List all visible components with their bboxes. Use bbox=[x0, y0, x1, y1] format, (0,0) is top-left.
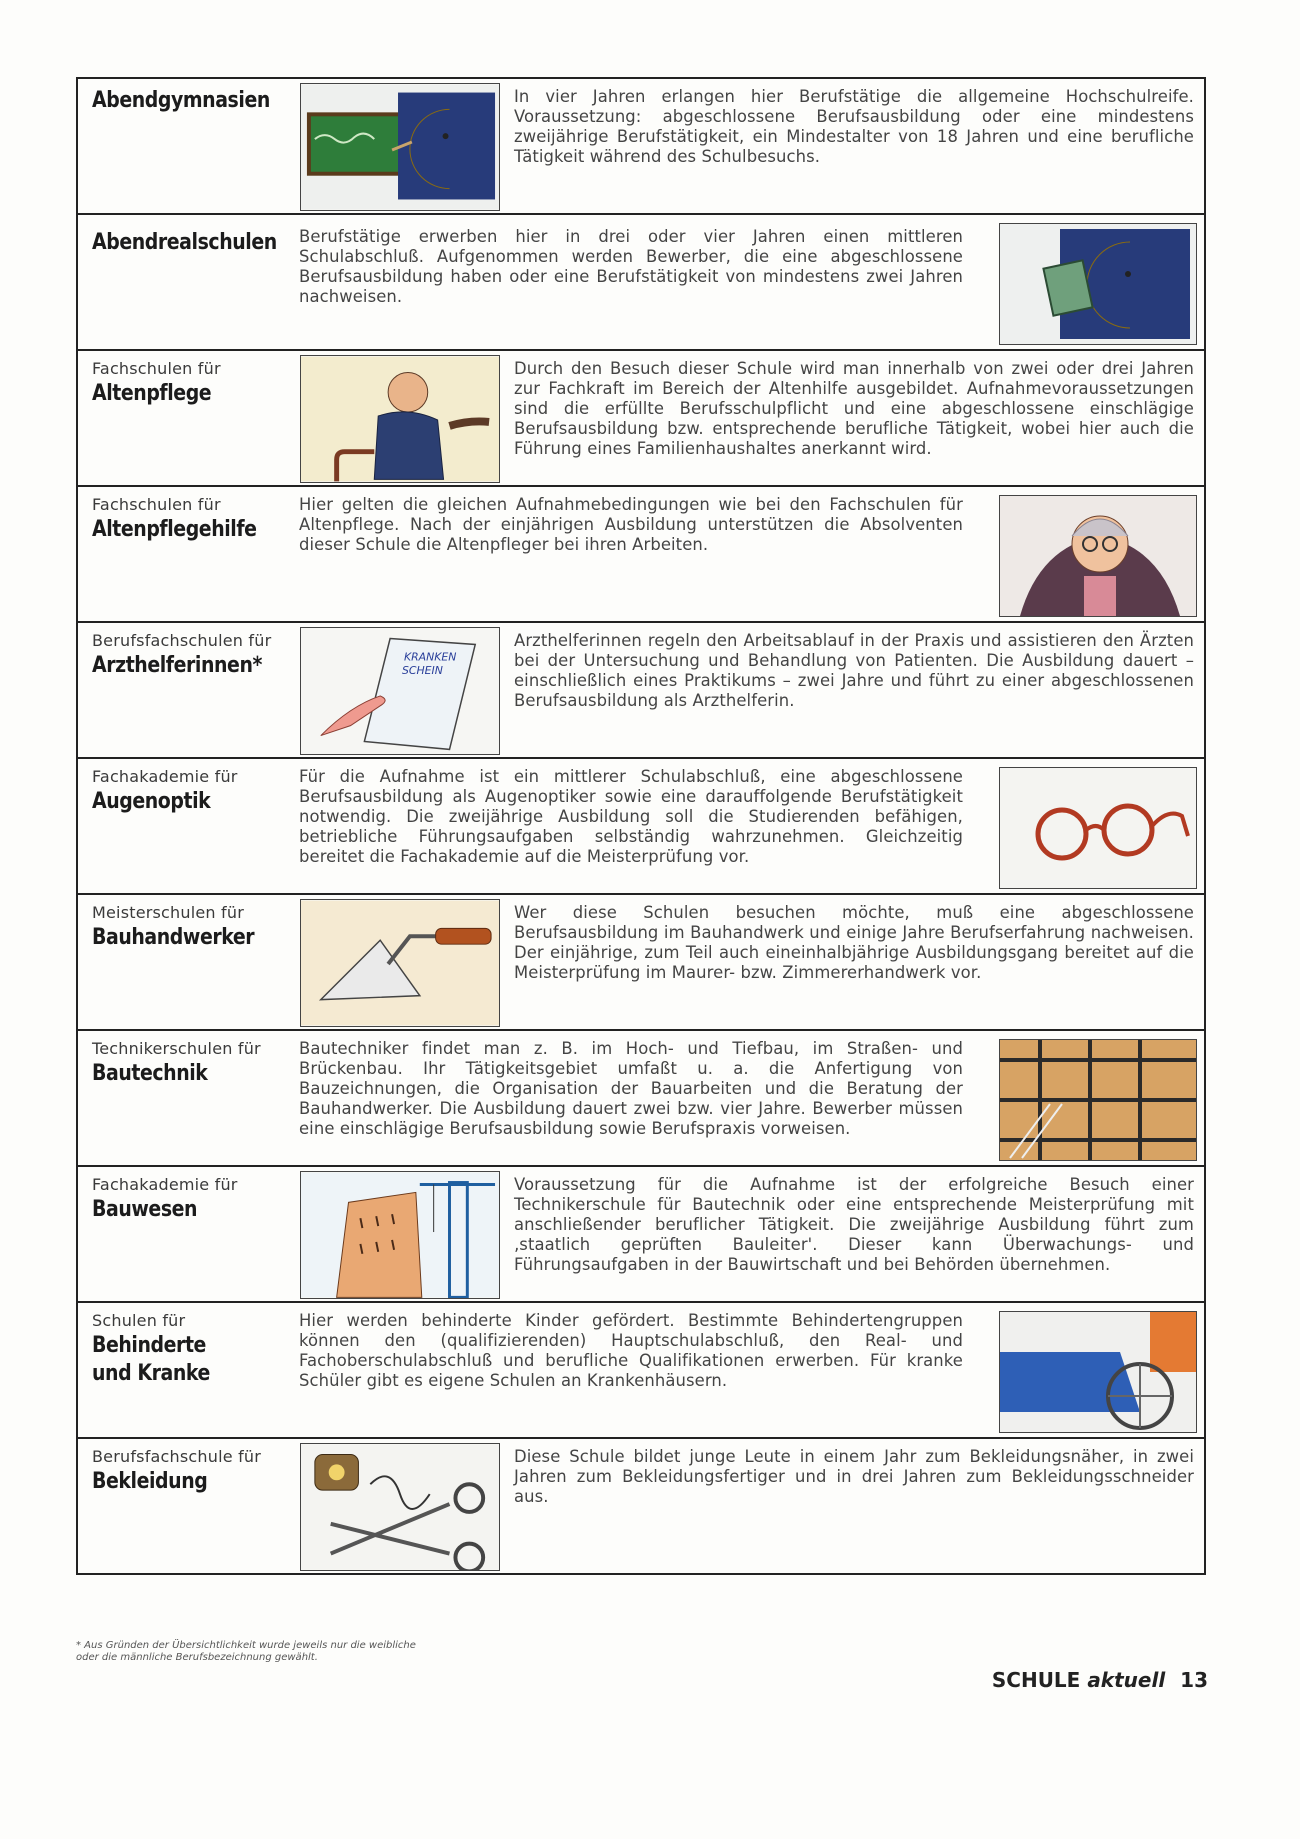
school-types-table bbox=[76, 77, 1206, 1575]
row-title: Augenoptik bbox=[92, 789, 211, 814]
row-title-line-2: und Kranke bbox=[92, 1361, 210, 1386]
footnote bbox=[76, 1640, 576, 1664]
row-description: Arzthelferinnen regeln den Arbeitsablauf in der Praxis und assistieren den Ärzten bei der Untersuchung und Behandlung von Patienten. Die Ausbildung dauert – einschließlich eines Praktikums – zwei Jahre und führt zu einer abgeschlossenen Berufsausbildung als Arzthelferin. bbox=[514, 631, 1194, 710]
page-footer bbox=[992, 1668, 1208, 1692]
row-description: Voraussetzung für die Aufnahme ist der erfolgreiche Besuch einer Technikerschule für Bautechnik oder eine entsprechende Meisterprüfung mit anschließender beruflicher Tätigkeit. Die zweijährige Ausbildung führt zum ‚staatlich geprüften Bauleiter'. Dieser kann Überwachungs- und Führungsaufgaben in der Bauwirtschaft und bei Behörden übernehmen. bbox=[514, 1175, 1194, 1274]
row-title: Bauhandwerker bbox=[92, 925, 255, 950]
wheelchair-icon bbox=[999, 1311, 1197, 1433]
scissors-thread-icon bbox=[300, 1443, 500, 1571]
footnote-line-1: * Aus Gründen der Übersichtlichkeit wurde jeweils nur die weibliche bbox=[76, 1640, 416, 1651]
table-row bbox=[76, 893, 1206, 1029]
scaffold-icon bbox=[999, 1039, 1197, 1161]
moon-reading-icon bbox=[999, 223, 1197, 345]
elderly-woman-icon bbox=[999, 495, 1197, 617]
row-title: Arzthelferinnen* bbox=[92, 653, 262, 678]
table-row bbox=[76, 621, 1206, 757]
building-crane-icon bbox=[300, 1171, 500, 1299]
table-row bbox=[76, 1165, 1206, 1301]
row-description: Bautechniker findet man z. B. im Hoch- und Tiefbau, im Straßen- und Brückenbau. Ihr Tätigkeitsgebiet umfaßt u. a. die Anfertigung von Bauzeichnungen, die Organisation der Bauarbeiten und die Beratung der Bauhandwerker. Die Ausbildung dauert zwei bzw. vier Jahre. Bewerber müssen eine einschlägige Berufsausbildung sowie Berufspraxis vorweisen. bbox=[299, 1039, 963, 1138]
table-row bbox=[76, 349, 1206, 485]
footnote-line-2: oder die männliche Berufsbezeichnung gewählt. bbox=[76, 1652, 318, 1663]
row-title: Altenpflegehilfe bbox=[92, 517, 257, 542]
row-title: Bautechnik bbox=[92, 1061, 208, 1086]
page-number: 13 bbox=[1180, 1668, 1208, 1692]
row-heading bbox=[92, 87, 277, 115]
row-subtitle: Meisterschulen für bbox=[92, 903, 245, 922]
row-heading bbox=[92, 767, 277, 816]
row-title: Altenpflege bbox=[92, 381, 212, 406]
row-heading bbox=[92, 631, 277, 680]
row-description: Durch den Besuch dieser Schule wird man innerhalb von zwei oder drei Jahren zur Fachkraft im Bereich der Altenhilfe ausgebildet. Aufnahmevoraussetzungen sind die erfüllte Berufsschulpflicht und eine abgeschlossene einschlägige Berufsausbildung bzw. entsprechende berufliche Tätigkeit, wobei hier auch die Führung eines Familienhaushaltes anerkannt wird. bbox=[514, 359, 1194, 458]
row-subtitle: Berufsfachschulen für bbox=[92, 631, 272, 650]
table-row bbox=[76, 757, 1206, 893]
row-title: Bekleidung bbox=[92, 1469, 208, 1494]
row-heading bbox=[92, 1039, 277, 1088]
elderly-man-cane-icon bbox=[300, 355, 500, 483]
row-description: Wer diese Schulen besuchen möchte, muß eine abgeschlossene Berufsausbildung im Bauhandwerk und einige Jahre Berufserfahrung nachweisen. Der einjährige, zum Teil auch eineinhalbjährige Ausbildungsgang bereitet auf die Meisterprüfung im Maurer- bzw. Zimmererhandwerk vor. bbox=[514, 903, 1194, 982]
moon-blackboard-icon bbox=[300, 83, 500, 211]
table-row bbox=[76, 1437, 1206, 1575]
row-description: Hier gelten die gleichen Aufnahmebedingungen wie bei den Fachschulen für Altenpflege. Nach der einjährigen Ausbildung unterstützen die Absolventen dieser Schule die Altenpfleger bei ihren Arbeiten. bbox=[299, 495, 963, 554]
row-subtitle: Fachschulen für bbox=[92, 359, 221, 378]
row-subtitle: Technikerschulen für bbox=[92, 1039, 261, 1058]
row-description: Berufstätige erwerben hier in drei oder vier Jahren einen mittleren Schulabschluß. Aufgenommen werden Bewerber, die eine abgeschlossene Berufsausbildung haben oder eine Berufstätigkeit von mindestens zwei Jahren nachweisen. bbox=[299, 227, 963, 306]
row-subtitle: Berufsfachschule für bbox=[92, 1447, 262, 1466]
row-title: Bauwesen bbox=[92, 1197, 198, 1222]
table-row bbox=[76, 213, 1206, 349]
row-title: Abendrealschulen bbox=[92, 230, 277, 255]
row-heading bbox=[92, 359, 277, 408]
row-subtitle: Schulen für bbox=[92, 1311, 186, 1330]
trowel-icon bbox=[300, 899, 500, 1027]
row-description: Für die Aufnahme ist ein mittlerer Schulabschluß, eine abgeschlossene Berufsausbildung als Augenoptiker sowie eine darauffolgende Berufstätigkeit notwendig. Die zweijährige Ausbildung soll die Studierenden befähigen, betriebliche Führungsaufgaben selbständig wahrzunehmen. Gleichzeitig bereitet die Fachakademie auf die Meisterprüfung vor. bbox=[299, 767, 963, 866]
table-row bbox=[76, 1301, 1206, 1437]
row-subtitle: Fachakademie für bbox=[92, 1175, 238, 1194]
row-heading bbox=[92, 1447, 277, 1496]
row-heading bbox=[92, 1175, 277, 1224]
sick-note-icon bbox=[300, 627, 500, 755]
sick-note-text: KRANKEN bbox=[403, 650, 457, 664]
row-title-line-1: Behinderte bbox=[92, 1333, 206, 1358]
glasses-icon bbox=[999, 767, 1197, 889]
row-description: Hier werden behinderte Kinder gefördert. Bestimmte Behindertengruppen können den (qualifizierenden) Hauptschulabschluß, den Real- und Fachoberschulabschluß und berufliche Qualifikationen erwerben. Für kranke Schüler gibt es eigene Schulen an Krankenhäusern. bbox=[299, 1311, 963, 1390]
row-title: Abendgymnasien bbox=[92, 88, 270, 113]
magazine-title: SCHULE bbox=[991, 1668, 1081, 1692]
row-heading bbox=[92, 229, 277, 257]
row-heading bbox=[92, 495, 277, 544]
svg-text:SCHEIN: SCHEIN bbox=[401, 664, 443, 678]
row-subtitle: Fachakademie für bbox=[92, 767, 238, 786]
table-row bbox=[76, 77, 1206, 213]
row-heading bbox=[92, 903, 277, 952]
magazine-title-suffix: aktuell bbox=[1087, 1668, 1166, 1692]
table-row bbox=[76, 1029, 1206, 1165]
row-description: Diese Schule bildet junge Leute in einem Jahr zum Bekleidungsnäher, in zwei Jahren zum Bekleidungsfertiger und in drei Jahren zum Bekleidungsschneider aus. bbox=[514, 1447, 1194, 1506]
row-subtitle: Fachschulen für bbox=[92, 495, 221, 514]
table-row bbox=[76, 485, 1206, 621]
row-description: In vier Jahren erlangen hier Berufstätige die allgemeine Hochschulreife. Voraussetzung: abgeschlossene Berufsausbildung oder eine mindestens zweijährige Berufstätigkeit, ein Mindestalter von 18 Jahren und eine berufliche Tätigkeit während des Schulbesuchs. bbox=[514, 87, 1194, 166]
row-heading bbox=[92, 1311, 277, 1388]
